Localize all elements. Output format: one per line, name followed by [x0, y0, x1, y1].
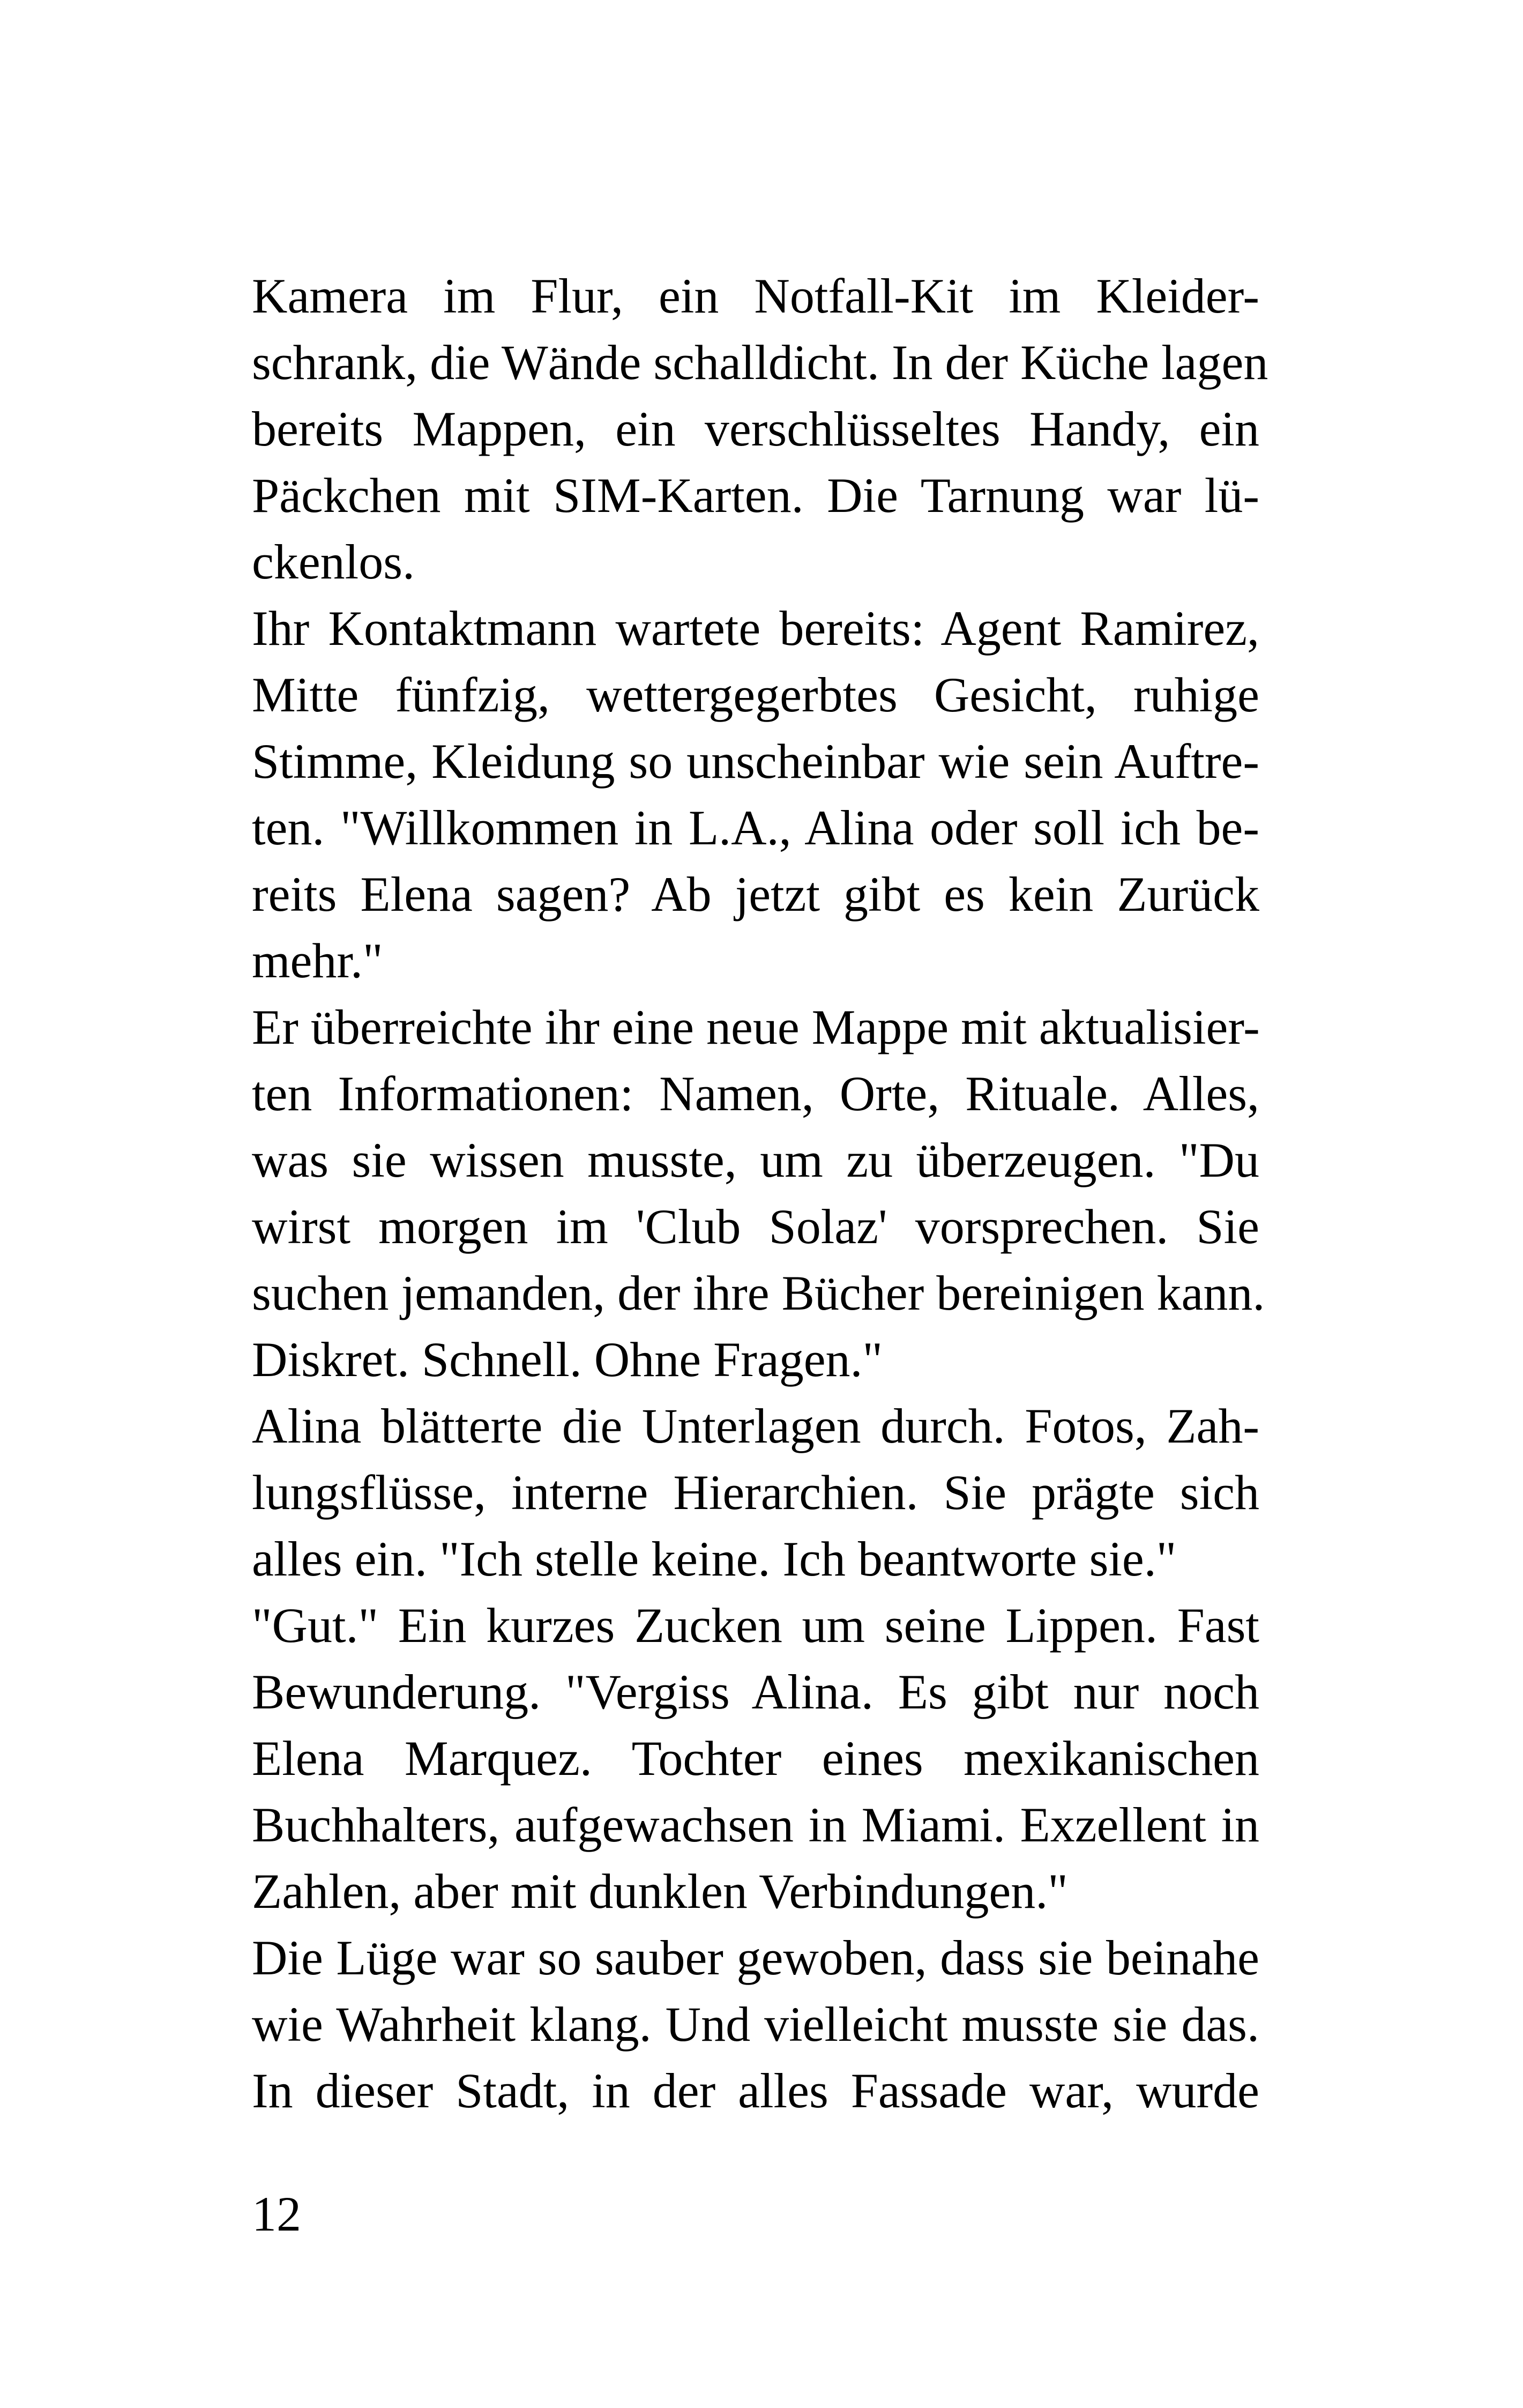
text-line: Diskret. Schnell. Ohne Fragen." [252, 1332, 883, 1387]
text-line: ten Informationen: Namen, Orte, Rituale. Alles, [252, 1066, 1259, 1121]
text-line: Elena Marquez. Tochter eines mexikanischen [252, 1731, 1259, 1786]
text-line: Stimme, Kleidung so unscheinbar wie sein Auftre- [252, 734, 1259, 789]
text-line: schrank, die Wände schalldicht. In der Küche lagen [252, 335, 1268, 390]
text-line: wirst morgen im 'Club Solaz' vorsprechen. Sie [252, 1199, 1259, 1254]
body-text [252, 263, 1268, 2124]
text-line: Mitte fünfzig, wettergegerbtes Gesicht, ruhige [252, 667, 1259, 722]
text-line: Ihr Kontaktmann wartete bereits: Agent Ramirez, [252, 601, 1259, 656]
text-line: ten. "Willkommen in L.A., Alina oder soll ich be- [252, 800, 1259, 855]
text-line: Kamera im Flur, ein Notfall-Kit im Kleider- [252, 269, 1259, 323]
text-line: "Gut." Ein kurzes Zucken um seine Lippen. Fast [252, 1598, 1259, 1653]
text-line: Zahlen, aber mit dunklen Verbindungen." [252, 1864, 1068, 1919]
text-line: ckenlos. [252, 534, 415, 589]
text-line: Päckchen mit SIM-Karten. Die Tarnung war lü- [252, 468, 1259, 523]
text-line: wie Wahrheit klang. Und vielleicht musste sie das. [252, 1997, 1259, 2052]
text-line: alles ein. "Ich stelle keine. Ich beantworte sie." [252, 1532, 1177, 1586]
text-line: Alina blätterte die Unterlagen durch. Fotos, Zah- [252, 1399, 1259, 1453]
text-line: suchen jemanden, der ihre Bücher bereinigen kann. [252, 1266, 1265, 1320]
text-line: Die Lüge war so sauber gewoben, dass sie beinahe [252, 1930, 1259, 1985]
text-line: bereits Mappen, ein verschlüsseltes Handy, ein [252, 402, 1259, 456]
text-line: mehr." [252, 933, 383, 988]
text-line: In dieser Stadt, in der alles Fassade war, wurde [252, 2063, 1259, 2118]
text-line: Buchhalters, aufgewachsen in Miami. Exzellent in [252, 1797, 1259, 1852]
text-line: lungsflüsse, interne Hierarchien. Sie prägte sich [252, 1465, 1259, 1520]
page-number: 12 [252, 2187, 301, 2241]
text-line: Bewunderung. "Vergiss Alina. Es gibt nur noch [252, 1664, 1259, 1719]
text-line: reits Elena sagen? Ab jetzt gibt es kein Zurück [252, 867, 1259, 921]
text-line: was sie wissen musste, um zu überzeugen. "Du [252, 1133, 1259, 1187]
text-line: Er überreichte ihr eine neue Mappe mit aktualisier- [252, 1000, 1260, 1054]
